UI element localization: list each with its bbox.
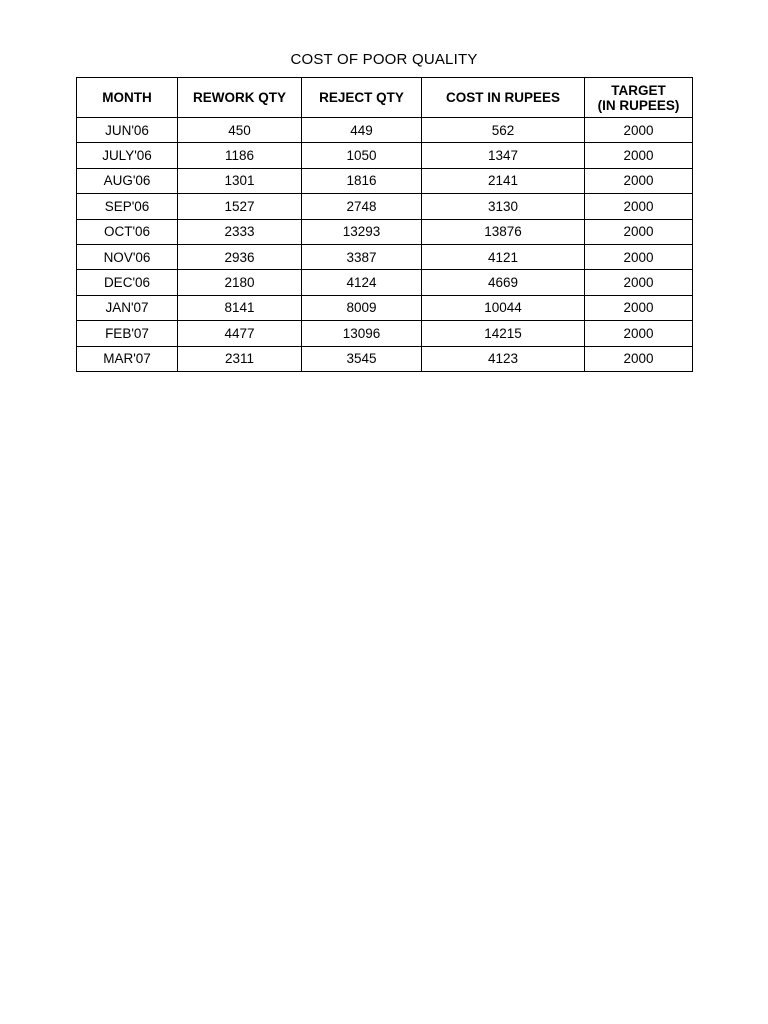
- reject-qty-cell: 1050: [302, 143, 422, 168]
- cost-cell: 13876: [422, 219, 585, 244]
- table-body: [77, 118, 693, 372]
- table-row: [77, 194, 693, 219]
- column-header-reject-qty: REJECT QTY: [302, 78, 422, 118]
- rework-qty-cell: 450: [178, 118, 302, 143]
- cost-of-poor-quality-table: [76, 77, 693, 372]
- target-cell: 2000: [585, 270, 693, 295]
- cost-cell: 4669: [422, 270, 585, 295]
- month-cell: DEC'06: [77, 270, 178, 295]
- cost-cell: 1347: [422, 143, 585, 168]
- rework-qty-cell: 1186: [178, 143, 302, 168]
- month-cell: FEB'07: [77, 321, 178, 346]
- column-header-target: [585, 78, 693, 118]
- table-row: [77, 295, 693, 320]
- month-cell: SEP'06: [77, 194, 178, 219]
- month-cell: MAR'07: [77, 346, 178, 371]
- reject-qty-cell: 449: [302, 118, 422, 143]
- cost-cell: 2141: [422, 168, 585, 193]
- cost-cell: 4121: [422, 244, 585, 269]
- cost-cell: 4123: [422, 346, 585, 371]
- reject-qty-cell: 2748: [302, 194, 422, 219]
- month-cell: JUN'06: [77, 118, 178, 143]
- target-cell: 2000: [585, 118, 693, 143]
- table-row: [77, 118, 693, 143]
- target-cell: 2000: [585, 321, 693, 346]
- table-row: [77, 244, 693, 269]
- column-header-month: MONTH: [77, 78, 178, 118]
- month-cell: JULY'06: [77, 143, 178, 168]
- rework-qty-cell: 2180: [178, 270, 302, 295]
- cost-cell: 3130: [422, 194, 585, 219]
- reject-qty-cell: 8009: [302, 295, 422, 320]
- rework-qty-cell: 2936: [178, 244, 302, 269]
- month-cell: JAN'07: [77, 295, 178, 320]
- reject-qty-cell: 13293: [302, 219, 422, 244]
- header-row: [77, 78, 693, 118]
- reject-qty-cell: 4124: [302, 270, 422, 295]
- target-cell: 2000: [585, 168, 693, 193]
- month-cell: NOV'06: [77, 244, 178, 269]
- table-row: [77, 219, 693, 244]
- rework-qty-cell: 4477: [178, 321, 302, 346]
- cost-cell: 14215: [422, 321, 585, 346]
- target-cell: 2000: [585, 219, 693, 244]
- month-cell: AUG'06: [77, 168, 178, 193]
- target-header-line-2: (IN RUPEES): [597, 97, 680, 113]
- cost-cell: 562: [422, 118, 585, 143]
- target-cell: 2000: [585, 244, 693, 269]
- reject-qty-cell: 3387: [302, 244, 422, 269]
- target-cell: 2000: [585, 346, 693, 371]
- table-row: [77, 321, 693, 346]
- table-row: [77, 168, 693, 193]
- table-row: [77, 143, 693, 168]
- target-cell: 2000: [585, 143, 693, 168]
- column-header-rework-qty: REWORK QTY: [178, 78, 302, 118]
- rework-qty-cell: 8141: [178, 295, 302, 320]
- reject-qty-cell: 13096: [302, 321, 422, 346]
- reject-qty-cell: 3545: [302, 346, 422, 371]
- rework-qty-cell: 1301: [178, 168, 302, 193]
- table-row: [77, 346, 693, 371]
- target-cell: 2000: [585, 295, 693, 320]
- target-header-line-1: TARGET: [611, 82, 666, 98]
- rework-qty-cell: 2311: [178, 346, 302, 371]
- column-header-cost-in-rupees: COST IN RUPEES: [422, 78, 585, 118]
- table-row: [77, 270, 693, 295]
- rework-qty-cell: 2333: [178, 219, 302, 244]
- page-title: COST OF POOR QUALITY: [290, 51, 478, 68]
- reject-qty-cell: 1816: [302, 168, 422, 193]
- target-cell: 2000: [585, 194, 693, 219]
- month-cell: OCT'06: [77, 219, 178, 244]
- rework-qty-cell: 1527: [178, 194, 302, 219]
- cost-cell: 10044: [422, 295, 585, 320]
